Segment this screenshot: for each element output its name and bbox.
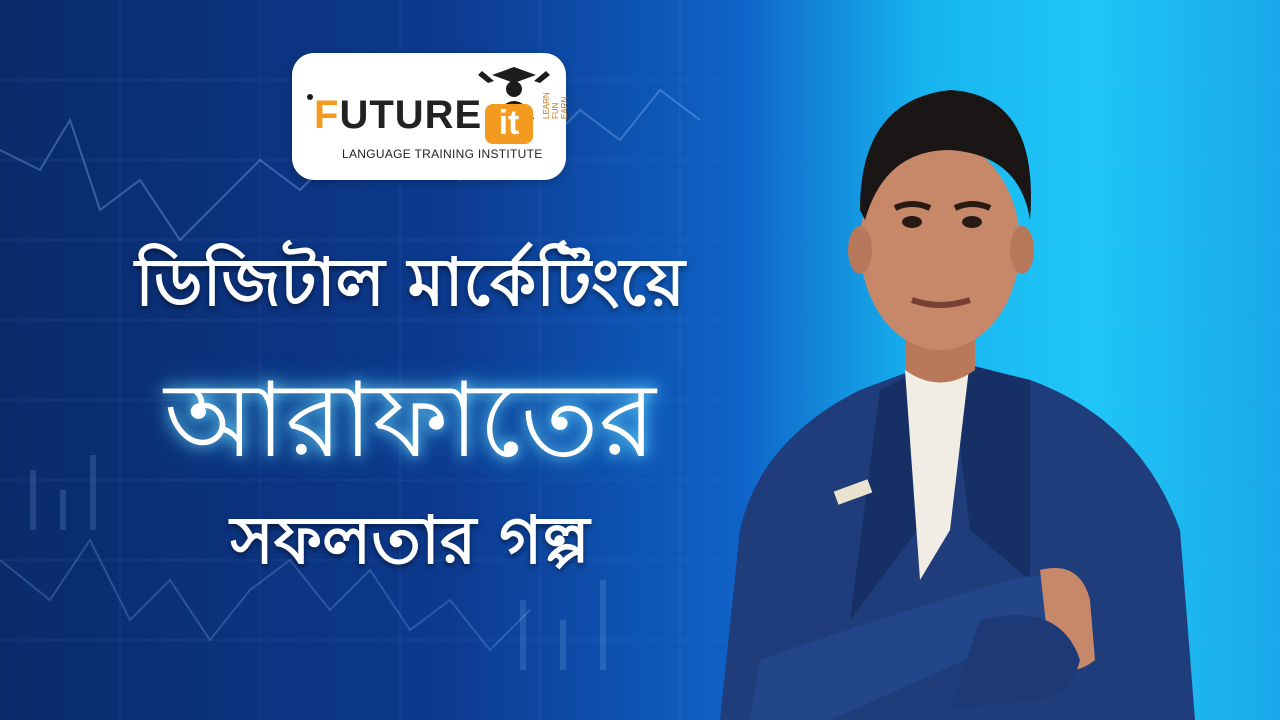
headline-line-3: সফলতার গল্প [230,502,590,579]
logo-wordmark: FUTURE [314,93,483,137]
logo-it-badge: it [485,104,533,144]
logo-card [292,53,569,180]
person-portrait [650,60,1210,720]
headline-line-2: আরাফাতের [164,359,656,481]
headline-line-1: ডিজিটাল মার্কেটিংয়ে [135,244,685,321]
logo-tagline: LEARN FUN EARN [542,92,569,119]
logo-subtitle: LANGUAGE TRAINING INSTITUTE [342,147,543,161]
